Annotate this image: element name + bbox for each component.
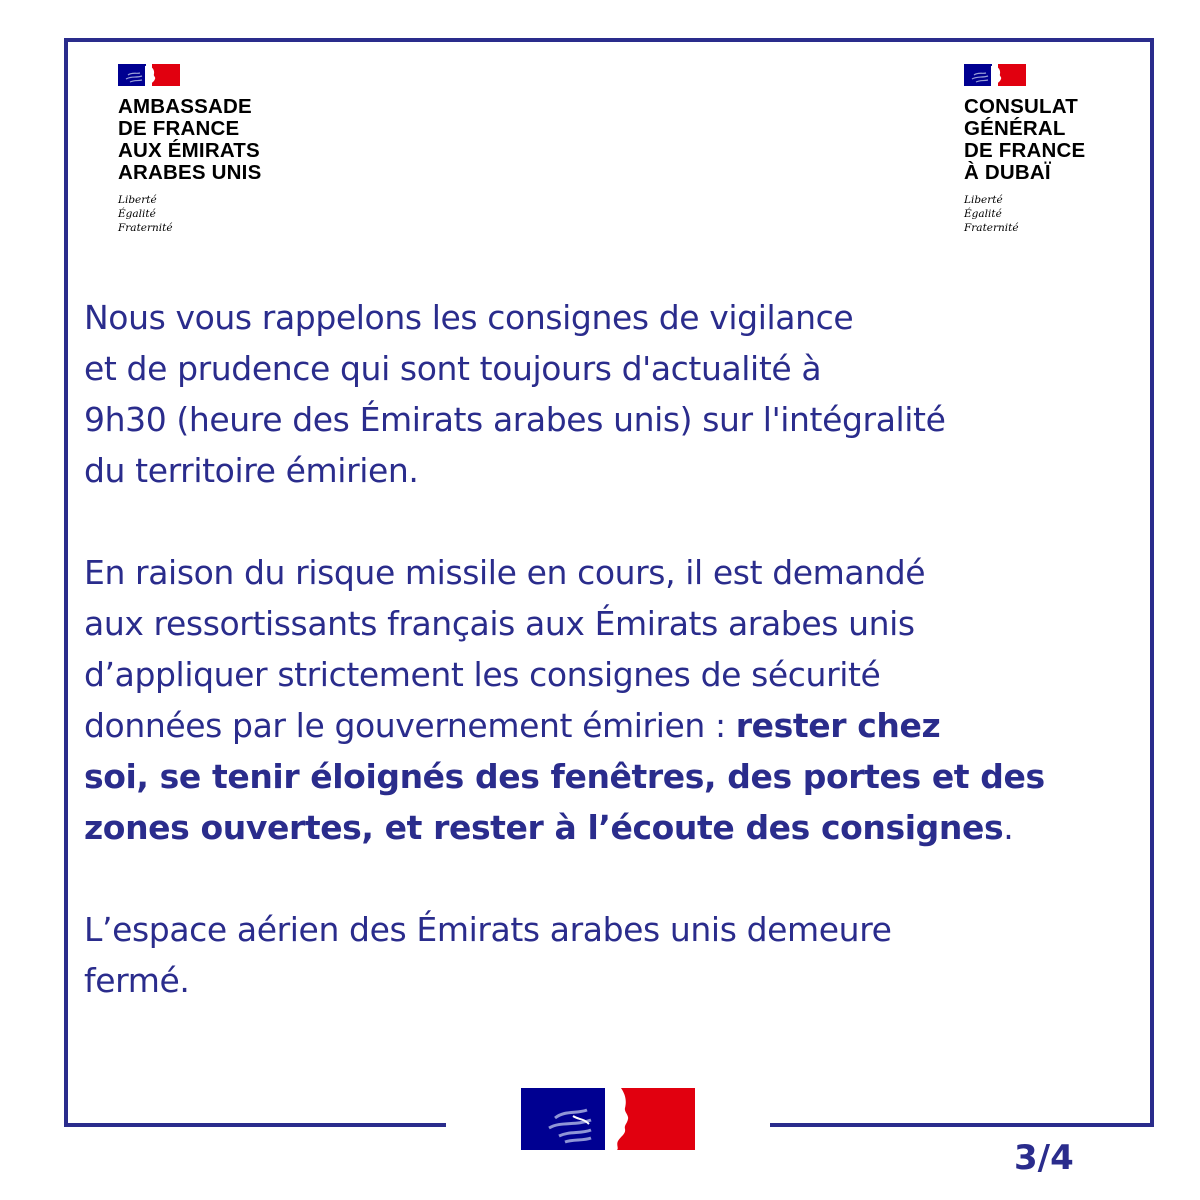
motto-line: Liberté [118, 194, 157, 206]
text-line: d’appliquer strictement les consignes de sécurité [84, 655, 881, 694]
motto-line: Fraternité [118, 222, 173, 234]
text-line: fermé. [84, 961, 190, 1000]
safety-instruction-bold: zones ouvertes, et rester à l’écoute des consignes [84, 808, 1004, 847]
consulate-name-line: DE FRANCE [964, 139, 1086, 162]
embassy-name-line: DE FRANCE [118, 117, 240, 140]
consulate-name-line: À DUBAÏ [964, 161, 1051, 184]
embassy-motto [118, 193, 261, 235]
marianne-logo-icon [964, 64, 1026, 86]
motto-line: Fraternité [964, 222, 1019, 234]
consulate-logo [964, 64, 1085, 235]
text-regular: . [1003, 808, 1014, 847]
consulate-name-line: CONSULAT [964, 95, 1078, 118]
consulate-name-line: GÉNÉRAL [964, 117, 1066, 140]
text-line [84, 802, 1134, 853]
embassy-name-line: AMBASSADE [118, 95, 252, 118]
motto-line: Liberté [964, 194, 1003, 206]
frame-left-border [64, 38, 68, 1127]
motto-line: Égalité [118, 208, 156, 220]
text-line: aux ressortissants français aux Émirats arabes unis [84, 604, 915, 643]
frame-bottom-right-border [770, 1123, 1154, 1127]
motto-line: Égalité [964, 208, 1002, 220]
text-line: En raison du risque missile en cours, il est demandé [84, 553, 926, 592]
marianne-logo-icon [118, 64, 180, 86]
embassy-logo [118, 64, 261, 235]
vigilance-paragraph [84, 292, 1134, 496]
text-line [84, 700, 1134, 751]
frame-bottom-left-border [64, 1123, 446, 1127]
text-line: du territoire émirien. [84, 451, 419, 490]
missile-risk-paragraph [84, 547, 1134, 853]
consulate-name [964, 96, 1085, 184]
safety-instruction-bold: soi, se tenir éloignés des fenêtres, des portes et des [84, 757, 1045, 796]
announcement-body [84, 292, 1134, 1057]
text-regular: données par le gouvernement émirien : [84, 706, 736, 745]
safety-instruction-bold: rester chez [735, 706, 941, 745]
page-number: 3/4 [1014, 1138, 1074, 1178]
embassy-name-line: ARABES UNIS [118, 161, 262, 184]
text-line: L’espace aérien des Émirats arabes unis demeure [84, 910, 892, 949]
text-line: et de prudence qui sont toujours d'actualité à [84, 349, 822, 388]
consulate-motto [964, 193, 1085, 235]
text-line: Nous vous rappelons les consignes de vigilance [84, 298, 854, 337]
airspace-paragraph [84, 904, 1134, 1006]
text-line: 9h30 (heure des Émirats arabes unis) sur l'intégralité [84, 400, 946, 439]
frame-top-border [64, 38, 1154, 42]
marianne-emblem-icon [521, 1088, 695, 1150]
embassy-name-line: AUX ÉMIRATS [118, 139, 260, 162]
embassy-name [118, 96, 261, 184]
frame-right-border [1150, 38, 1154, 1127]
